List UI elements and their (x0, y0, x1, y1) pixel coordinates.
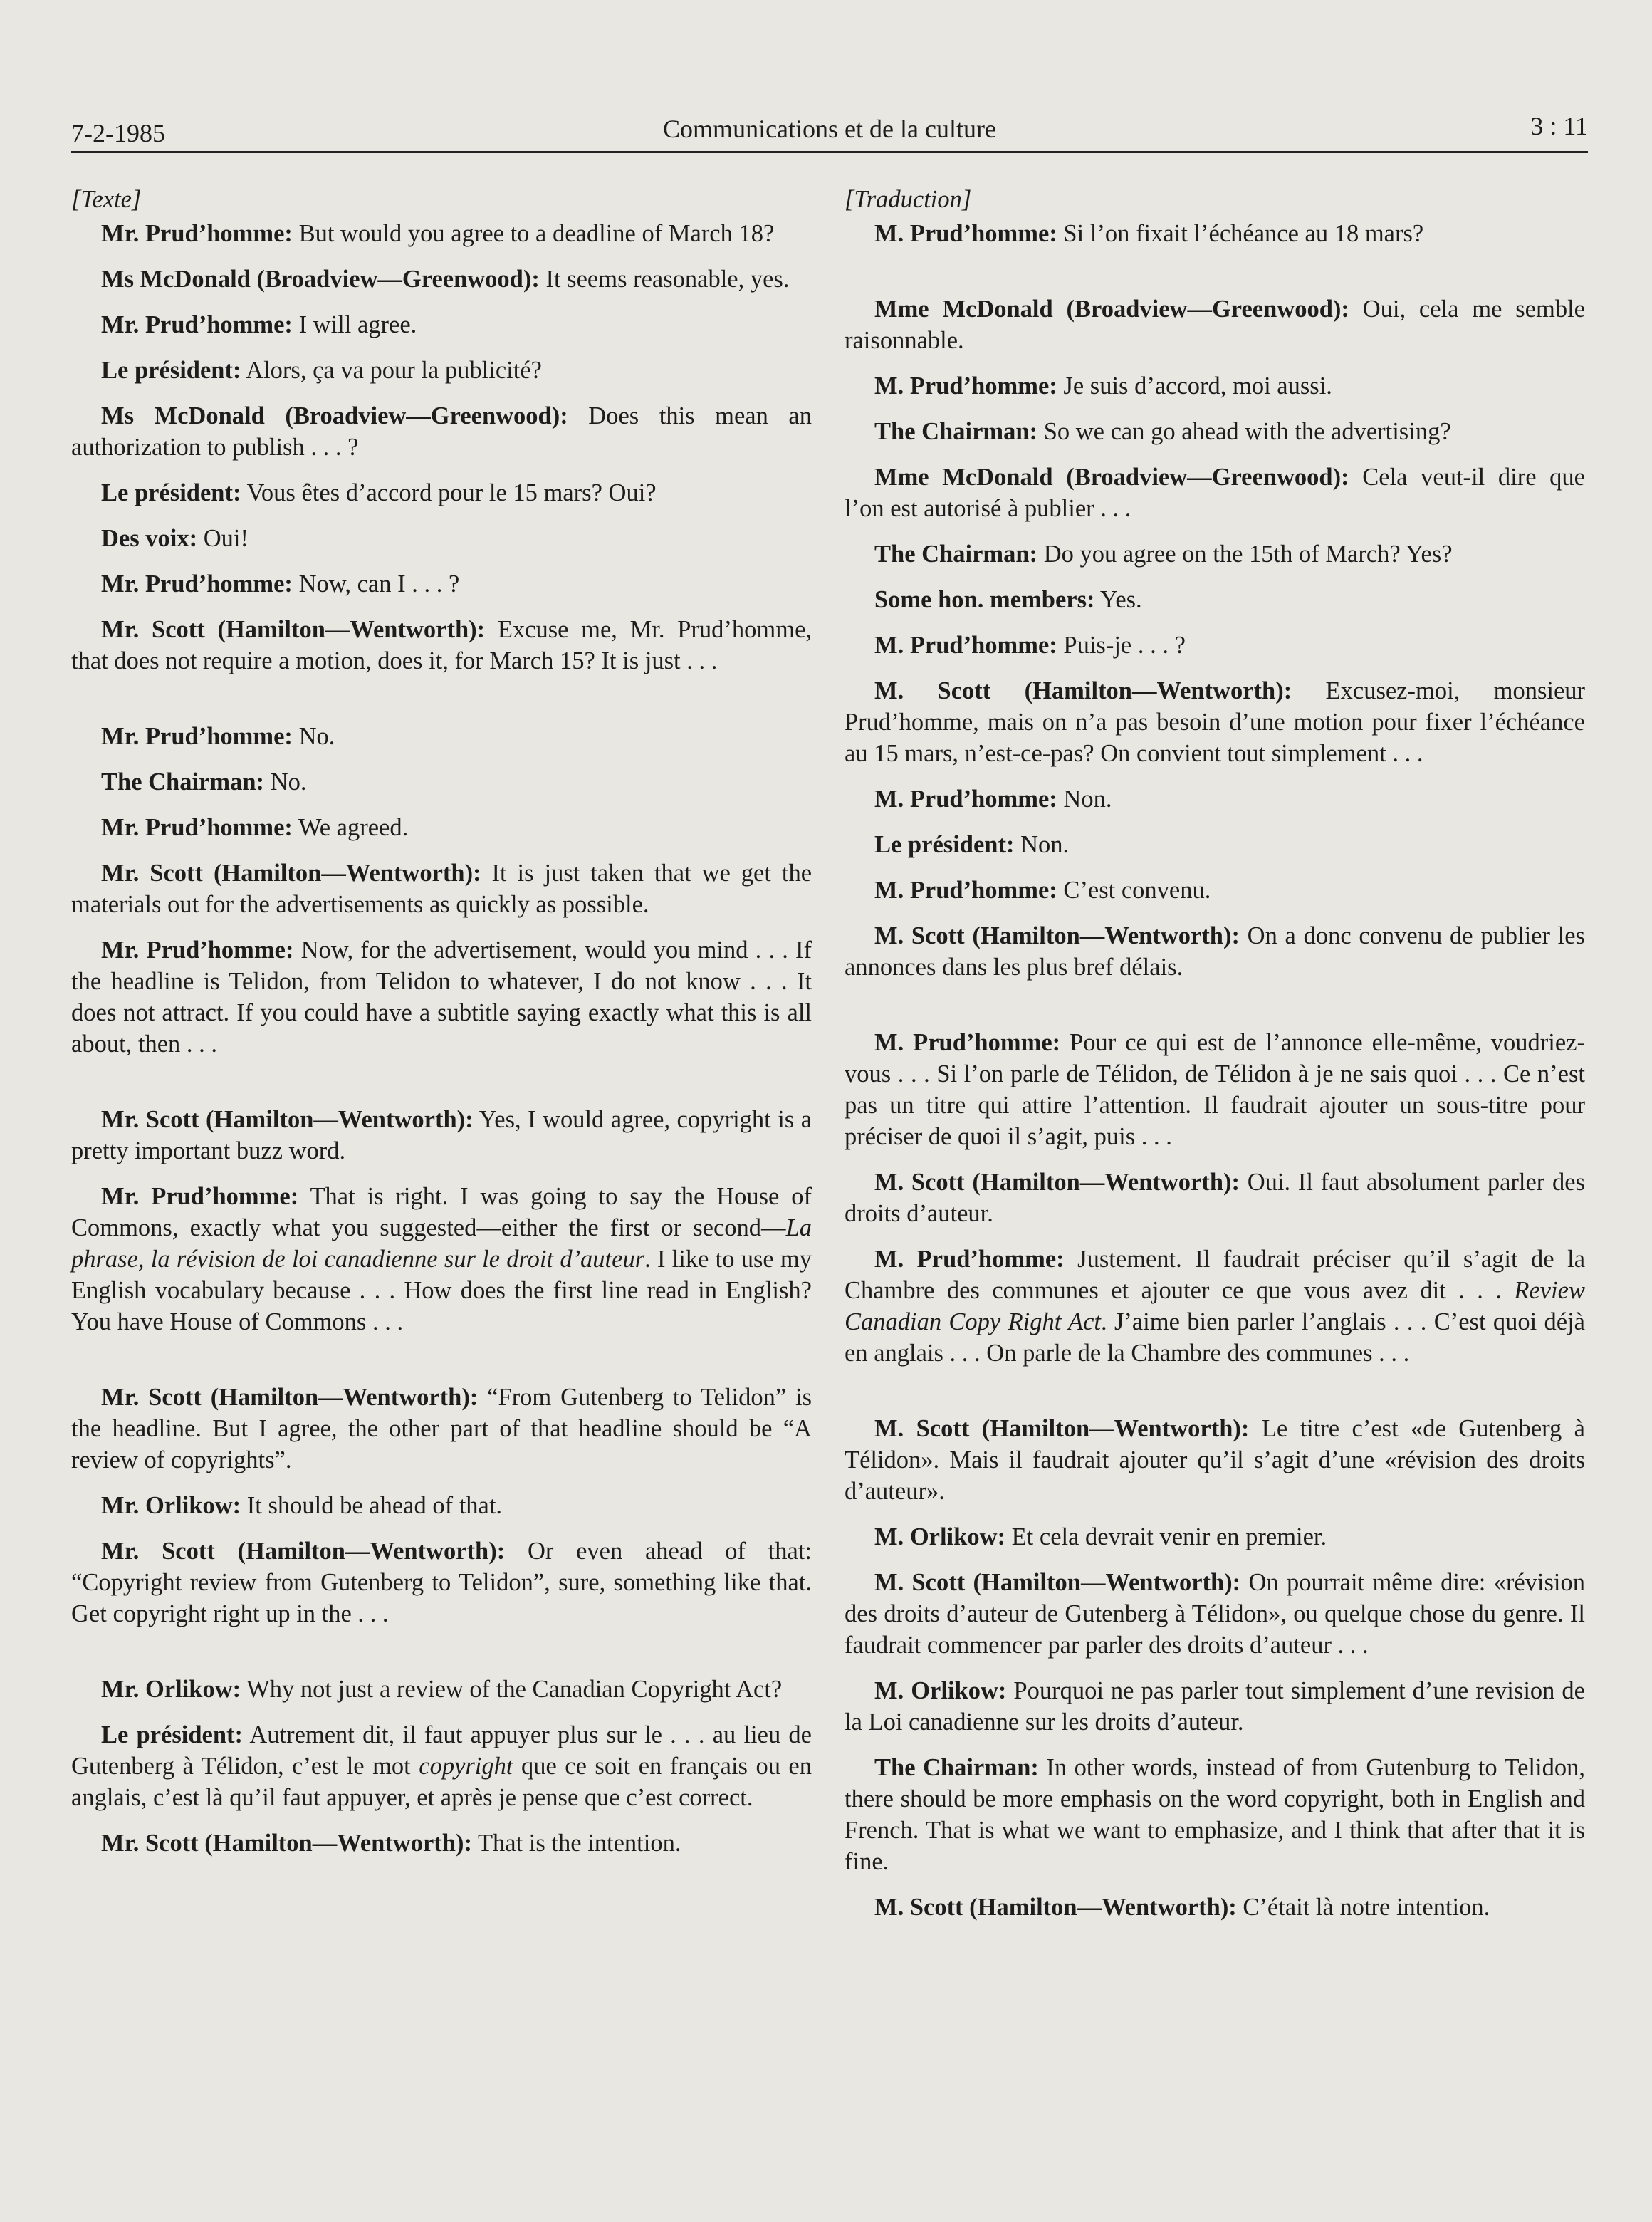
speaker-name: Mr. Scott (Hamilton—Wentworth): (101, 1106, 474, 1133)
speaker-name: M. Prud’homme: (874, 372, 1057, 400)
transcript-paragraph (71, 477, 812, 508)
speech-text: Excusez-moi, monsieur Prud’homme, mais on n’a pas besoin d’une motion pour fixer l’échéance au 15 mars, n’est-ce-pas? On convient tout simplement . . . (845, 677, 1586, 767)
speaker-name: M. Scott (Hamilton—Wentworth): (874, 1169, 1240, 1196)
speech-text: Alors, ça va pour la publicité? (241, 357, 542, 384)
speaker-name: Mr. Prud’homme: (101, 723, 293, 750)
transcript-paragraph (845, 218, 1585, 249)
speaker-name: The Chairman: (101, 768, 265, 796)
speaker-name: Mme McDonald (Broadview—Greenwood): (874, 464, 1349, 491)
speech-emphasis: copyright (419, 1753, 513, 1780)
speaker-name: M. Prud’homme: (874, 220, 1057, 247)
transcript-paragraph (845, 829, 1585, 860)
speech-text: Or even ahead of that: “Copyright review from Gutenberg to Telidon”, sure, something like that. Get copyright right up in the . . . (71, 1538, 812, 1627)
speaker-name: M. Orlikow: (874, 1677, 1007, 1704)
speaker-name: M. Scott (Hamilton—Wentworth): (874, 1415, 1250, 1442)
page-header (71, 107, 1588, 151)
transcript-paragraph (845, 783, 1585, 815)
transcript-paragraph (845, 538, 1585, 570)
transcript-paragraph (845, 1243, 1585, 1369)
header-title: Communications et de la culture (663, 115, 996, 143)
speaker-name: M. Prud’homme: (874, 632, 1057, 659)
transcript-paragraph (71, 766, 812, 798)
speaker-name: Ms McDonald (Broadview—Greenwood): (101, 266, 540, 293)
transcript-paragraph (71, 309, 812, 340)
transcript-paragraph (71, 218, 812, 249)
speaker-name: Mr. Scott (Hamilton—Wentworth): (101, 616, 486, 643)
speaker-name: Some hon. members: (874, 586, 1095, 613)
transcript-paragraph (71, 857, 812, 920)
transcript-paragraph (845, 1892, 1585, 1923)
header-rule (71, 151, 1588, 153)
speaker-name: Mr. Prud’homme: (101, 570, 293, 598)
transcript-paragraph (845, 370, 1585, 402)
transcript-paragraph (845, 461, 1585, 524)
transcript-paragraph (71, 1674, 812, 1705)
speaker-name: M. Orlikow: (874, 1523, 1005, 1550)
transcript-paragraph (71, 1490, 812, 1521)
speech-text: Je suis d’accord, moi aussi. (1057, 372, 1332, 400)
speech-text: . J’aime bien parler l’anglais . . . C’est quoi déjà en anglais . . . On parle de la Chambre des communes . . . (845, 1308, 1585, 1367)
speech-text: Oui. Il faut absolument parler des droits d’auteur. (845, 1169, 1585, 1227)
transcript-paragraph (845, 1521, 1585, 1553)
speech-text: C’est convenu. (1057, 877, 1211, 904)
speaker-name: Le président: (101, 357, 241, 384)
transcript-paragraph (845, 1027, 1585, 1152)
speaker-name: Mr. Prud’homme: (101, 1183, 299, 1210)
speaker-name: M. Prud’homme: (874, 1246, 1065, 1273)
speech-text: On pourrait même dire: «révision des droits d’auteur de Gutenberg à Télidon», ou quelque chose du genre. Il faudrait commencer par parler des droits d’auteur . . . (845, 1569, 1586, 1659)
page-number: 3 : 11 (1530, 112, 1588, 140)
speech-text: In other words, instead of from Gutenburg to Telidon, there should be more emphasis on the word copyright, both in English and French. That is what we want to emphasize, and I think that after that it is fine. (845, 1754, 1585, 1875)
speaker-name: Mr. Prud’homme: (101, 311, 293, 338)
transcript-paragraph (71, 1382, 812, 1476)
left-column (71, 184, 812, 1873)
speaker-name: Mr. Scott (Hamilton—Wentworth): (101, 1830, 472, 1857)
speaker-name: Mr. Scott (Hamilton—Wentworth): (101, 1384, 479, 1411)
speech-text: Si l’on fixait l’échéance au 18 mars? (1057, 220, 1424, 247)
speaker-name: Le président: (874, 831, 1015, 858)
speaker-name: Mr. Scott (Hamilton—Wentworth): (101, 1538, 506, 1565)
speaker-name: M. Scott (Hamilton—Wentworth): (874, 677, 1292, 704)
transcript-paragraph (845, 416, 1585, 447)
speech-text: Pourquoi ne pas parler tout simplement d’une revision de la Loi canadienne sur les droits d’auteur. (845, 1677, 1585, 1736)
transcript-paragraph (71, 1104, 812, 1167)
speech-emphasis: Review Canadian Copy Right Act (845, 1277, 1585, 1335)
speech-text: No. (292, 723, 335, 750)
speaker-name: M. Prud’homme: (874, 786, 1057, 813)
speaker-name: Mr. Prud’homme: (101, 937, 294, 964)
speech-text: So we can go ahead with the advertising? (1037, 418, 1451, 445)
speech-text: que ce soit en français ou en anglais, c’est là qu’il faut appuyer, et après je pense que c’est correct. (71, 1753, 812, 1811)
speaker-name: M. Scott (Hamilton—Wentworth): (874, 1569, 1241, 1596)
speech-text: Non. (1057, 786, 1112, 813)
speech-text: Now, for the advertisement, would you mind . . . If the headline is Telidon, from Telidon to whatever, I do not know . . . It does not attract. If you could have a subtitle saying exactly what this is all about, then . . . (71, 937, 812, 1058)
speech-text: On a donc convenu de publier les annonces dans les plus bref délais. (845, 922, 1585, 981)
speech-text: Cela veut-il dire que l’on est autorisé à publier . . . (845, 464, 1585, 522)
speaker-name: M. Prud’homme: (874, 877, 1057, 904)
transcript-paragraph (71, 355, 812, 386)
transcript-paragraph (71, 400, 812, 463)
transcript-paragraph (71, 264, 812, 295)
speech-text: We agreed. (292, 814, 409, 841)
speaker-name: Le président: (101, 1721, 244, 1748)
transcript-paragraph (845, 920, 1585, 983)
speaker-name: M. Prud’homme: (874, 1029, 1061, 1056)
transcript-paragraph (71, 1719, 812, 1813)
transcript-paragraph (845, 1413, 1585, 1507)
transcript-paragraph (845, 875, 1585, 906)
transcript-paragraph (845, 1567, 1585, 1661)
speech-text: Does this mean an authorization to publish . . . ? (71, 402, 812, 461)
speech-text: . I like to use my English vocabulary because . . . How does the first line read in English? You have House of Commons . . . (71, 1246, 812, 1335)
speech-text: Do you agree on the 15th of March? Yes? (1037, 541, 1453, 568)
transcript-paragraph (71, 523, 812, 554)
header-date: 7-2-1985 (71, 119, 165, 147)
speaker-name: Mr. Orlikow: (101, 1492, 241, 1519)
transcript-paragraph (71, 1827, 812, 1859)
speaker-name: Des voix: (101, 525, 198, 552)
transcript-paragraph (845, 1167, 1585, 1229)
transcript-paragraph (845, 675, 1585, 769)
speaker-name: Ms McDonald (Broadview—Greenwood): (101, 402, 568, 429)
speech-text: Excuse me, Mr. Prud’homme, that does not require a motion, does it, for March 15? It is just . . . (71, 616, 812, 674)
transcript-paragraph (71, 568, 812, 600)
speaker-name: Mr. Prud’homme: (101, 814, 293, 841)
speaker-name: The Chairman: (874, 541, 1038, 568)
speech-text: Why not just a review of the Canadian Copyright Act? (241, 1676, 783, 1703)
speech-text: Justement. Il faudrait préciser qu’il s’agit de la Chambre des communes et ajouter ce que vous avez dit . . . (845, 1246, 1586, 1304)
column-label: [Texte] (71, 186, 142, 213)
speech-text: “From Gutenberg to Telidon” is the headline. But I agree, the other part of that headline should be “A review of copyrights”. (71, 1384, 812, 1473)
speech-text: Now, can I . . . ? (292, 570, 460, 598)
speech-text: Et cela devrait venir en premier. (1005, 1523, 1327, 1550)
speaker-name: M. Scott (Hamilton—Wentworth): (874, 922, 1240, 949)
transcript-paragraph (71, 614, 812, 677)
speech-text: No. (264, 768, 307, 796)
speech-text: But would you agree to a deadline of March 18? (292, 220, 775, 247)
speaker-name: The Chairman: (874, 1754, 1039, 1781)
transcript-paragraph (845, 1752, 1585, 1877)
speech-text: It seems reasonable, yes. (539, 266, 790, 293)
speech-text: Vous êtes d’accord pour le 15 mars? Oui? (241, 479, 657, 506)
speech-text: Yes. (1094, 586, 1142, 613)
speech-text: Puis-je . . . ? (1057, 632, 1186, 659)
column-label: [Traduction] (845, 186, 972, 213)
speech-text: C’était là notre intention. (1236, 1894, 1490, 1921)
speech-text: Non. (1014, 831, 1070, 858)
speaker-name: Mr. Orlikow: (101, 1676, 241, 1703)
speech-text: That is the intention. (471, 1830, 681, 1857)
speech-text: Autrement dit, il faut appuyer plus sur le . . . au lieu de Gutenberg à Télidon, c’est le mot (71, 1721, 812, 1780)
speech-text: Le titre c’est «de Gutenberg à Télidon». Mais il faudrait ajouter qu’il s’agit d’une «révision des droits d’auteur». (845, 1415, 1585, 1505)
transcript-paragraph (845, 1675, 1585, 1738)
speech-text: It should be ahead of that. (241, 1492, 503, 1519)
speaker-name: Mr. Scott (Hamilton—Wentworth): (101, 860, 481, 887)
speaker-name: M. Scott (Hamilton—Wentworth): (874, 1894, 1237, 1921)
transcript-paragraph (71, 721, 812, 752)
speaker-name: Mme McDonald (Broadview—Greenwood): (874, 296, 1349, 323)
transcript-paragraph (71, 1181, 812, 1337)
transcript-paragraph (845, 293, 1585, 356)
speaker-name: Mr. Prud’homme: (101, 220, 293, 247)
transcript-paragraph (845, 630, 1585, 661)
speech-text: Yes, I would agree, copyright is a pretty important buzz word. (71, 1106, 812, 1164)
transcript-paragraph (845, 584, 1585, 615)
speech-text: It is just taken that we get the materials out for the advertisements as quickly as possible. (71, 860, 812, 918)
transcript-paragraph (71, 812, 812, 843)
speaker-name: The Chairman: (874, 418, 1038, 445)
speech-text: That is right. I was going to say the House of Commons, exactly what you suggested—either the first or second— (71, 1183, 812, 1241)
transcript-paragraph (71, 934, 812, 1060)
speaker-name: Le président: (101, 479, 241, 506)
speech-text: Oui! (197, 525, 249, 552)
speech-emphasis: La phrase, la révision de loi canadienne sur le droit d’auteur (71, 1214, 812, 1273)
speech-text: Oui, cela me semble raisonnable. (845, 296, 1585, 354)
speech-text: I will agree. (292, 311, 417, 338)
transcript-paragraph (71, 1535, 812, 1629)
right-column (845, 184, 1585, 1937)
speech-text: Pour ce qui est de l’annonce elle-même, voudriez-vous . . . Si l’on parle de Télidon, de Télidon à je ne sais quoi . . . Ce n’est pas un titre qui attire l’attention. Il faudrait ajouter un sous-titre pour préciser de quoi il s’agit, puis . . . (845, 1029, 1585, 1150)
